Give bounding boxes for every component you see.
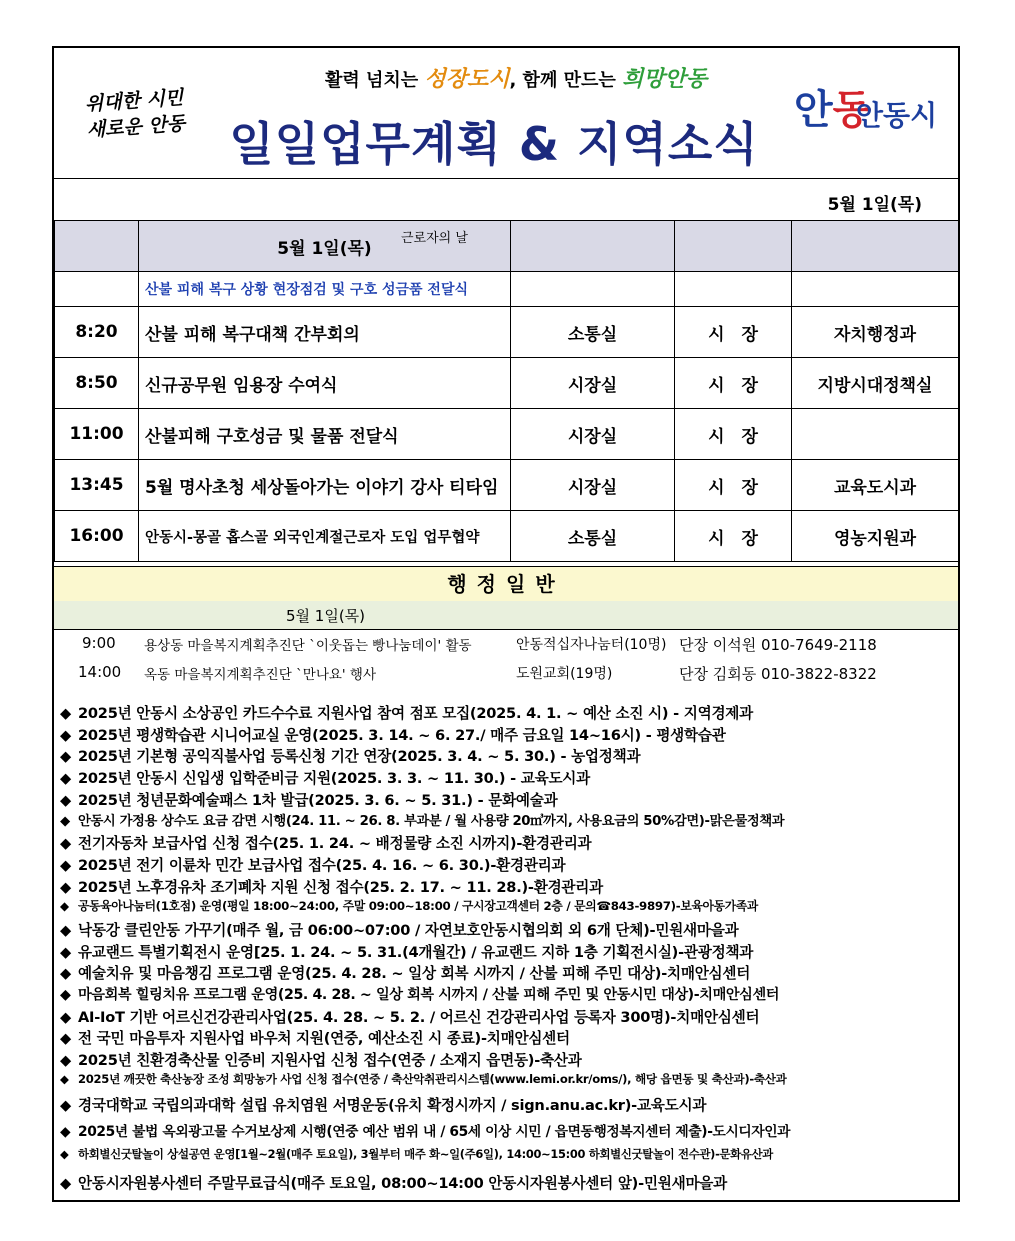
admin-place: 안동적십자나눔터(10명) xyxy=(516,637,667,653)
event-time: 11:00 xyxy=(55,409,139,460)
document-frame xyxy=(52,46,960,1202)
schedule-row xyxy=(55,358,959,409)
diamond-bullet-icon: ◆ xyxy=(60,1124,71,1141)
schedule-row xyxy=(55,460,959,511)
tagline-part-b: , 함께 만드는 xyxy=(509,70,623,91)
header-cell-time xyxy=(55,221,139,272)
notice-text: 안동시자원봉사센터 주말무료급식(매주 토요일, 08:00~14:00 안동시자원봉사센터 앞)-민원새마을과 xyxy=(78,1175,727,1193)
notice-text: 마음회복 힐링치유 프로그램 운영(25. 4. 28. ~ 일상 회복 시까지 / 산불 피해 주민 및 안동시민 대상)-치매안심센터 xyxy=(78,986,780,1003)
diamond-bullet-icon: ◆ xyxy=(60,986,71,1003)
diamond-bullet-icon: ◆ xyxy=(60,835,71,853)
schedule-row xyxy=(55,307,959,358)
event-department: 자치행정과 xyxy=(792,307,959,358)
tagline-part-a: 활력 넘치는 xyxy=(324,70,425,91)
event-title: 산불 피해 복구대책 간부회의 xyxy=(139,307,511,358)
schedule-table xyxy=(54,220,959,562)
event-department: 교육도시과 xyxy=(792,460,959,511)
diamond-bullet-icon: ◆ xyxy=(60,770,71,788)
notice-item xyxy=(60,832,958,854)
notice-text: 하회별신굿탈놀이 상설공연 운영[1월~2월(매주 토요일), 3월부터 매주 화~일(주6일), 14:00~15:00 하회별신굿탈놀이 전수관)-문화유산과 xyxy=(78,1147,774,1162)
notice-text: 전기자동차 보급사업 신청 접수(25. 1. 24. ~ 배정물량 소진 시까지)-환경관리과 xyxy=(78,835,592,853)
notice-text: 2025년 안동시 신입생 입학준비금 지원(2025. 3. 3. ~ 11. 30.) - 교육도시과 xyxy=(78,770,590,788)
notice-text: 2025년 노후경유차 조기폐차 지원 신청 접수(25. 2. 17. ~ 11. 28.)-환경관리과 xyxy=(78,878,603,896)
subtitle-empty-cell xyxy=(792,272,959,307)
admin-row xyxy=(54,659,958,687)
admin-desc: 옥동 마을복지계획추진단 `만나요' 행사 xyxy=(144,667,376,683)
notice-item xyxy=(60,745,958,767)
notice-item xyxy=(60,897,958,919)
logo-text: 안동시 xyxy=(856,99,938,132)
notice-item xyxy=(60,724,958,746)
subtitle-empty-cell xyxy=(675,272,792,307)
tagline-highlight-2: 희망안동 xyxy=(622,66,708,92)
notice-item xyxy=(60,984,958,1006)
diamond-bullet-icon: ◆ xyxy=(60,856,71,874)
diamond-bullet-icon: ◆ xyxy=(60,965,71,983)
city-slogan xyxy=(58,83,211,145)
header-cell-who xyxy=(675,221,792,272)
schedule-row xyxy=(55,511,959,562)
notice-text: 2025년 친환경축산물 인증비 지원사업 신청 접수(연중 / 소재지 읍면동)-축산과 xyxy=(78,1052,582,1069)
schedule-row xyxy=(55,409,959,460)
event-title: 5월 명사초청 세상돌아가는 이야기 강사 티타임 xyxy=(139,460,511,511)
diamond-bullet-icon: ◆ xyxy=(60,1052,71,1069)
header xyxy=(54,48,958,179)
diamond-bullet-icon: ◆ xyxy=(60,791,71,809)
event-time: 13:45 xyxy=(55,460,139,511)
event-place: 시장실 xyxy=(511,409,675,460)
event-place: 소통실 xyxy=(511,307,675,358)
admin-contact: 단장 김회동 010-3822-8322 xyxy=(679,665,877,683)
admin-row xyxy=(54,630,958,658)
event-attendee: 시 장 xyxy=(675,358,792,409)
admin-place: 도원교회(19명) xyxy=(516,666,613,682)
notice-text: 전 국민 마음투자 지원사업 바우처 지원(연중, 예산소진 시 종료)-치매안심센터 xyxy=(78,1030,570,1048)
header-cell-dept xyxy=(792,221,959,272)
event-place: 소통실 xyxy=(511,511,675,562)
event-place: 시장실 xyxy=(511,358,675,409)
subtitle-empty-cell xyxy=(511,272,675,307)
diamond-bullet-icon: ◆ xyxy=(60,726,71,744)
diamond-bullet-icon: ◆ xyxy=(60,1097,71,1115)
schedule-header-row xyxy=(55,221,959,272)
notice-text: 2025년 평생학습관 시니어교실 운영(2025. 3. 14. ~ 6. 27./ 매주 금요일 14~16시) - 평생학습관 xyxy=(78,726,726,744)
event-time: 8:20 xyxy=(55,307,139,358)
notice-text: 안동시 가정용 상수도 요금 감면 시행(24. 11. ~ 26. 8. 부과분 / 월 사용량 20㎥까지, 사용요금의 50%감면)-맑은물정책과 xyxy=(78,814,785,830)
notice-item xyxy=(60,1094,958,1118)
diamond-bullet-icon: ◆ xyxy=(60,705,71,722)
notice-item xyxy=(60,810,958,832)
notice-item xyxy=(60,1049,958,1071)
schedule-subtitle-row xyxy=(55,272,959,307)
event-attendee: 시 장 xyxy=(675,409,792,460)
holiday-label: 근로자의 날 xyxy=(401,231,468,246)
tagline-highlight-1: 성장도시 xyxy=(424,66,510,92)
event-time: 8:50 xyxy=(55,358,139,409)
admin-desc: 용상동 마을복지계획추진단 `이웃돕는 빵나눔데이' 활동 xyxy=(144,638,472,654)
notice-text: 2025년 기본형 공익직불사업 등록신청 기간 연장(2025. 3. 4. ~ 5. 30.) - 농업정책과 xyxy=(78,748,641,766)
notice-item xyxy=(60,962,958,984)
logo-mark-a: 안 xyxy=(794,87,833,133)
admin-date: 5월 1일(목) xyxy=(286,607,366,625)
admin-section-header: 행정일반 xyxy=(54,566,958,602)
header-cell-place xyxy=(511,221,675,272)
diamond-bullet-icon: ◆ xyxy=(60,943,71,961)
admin-time: 14:00 xyxy=(78,663,122,681)
notice-text: 낙동강 클린안동 가꾸기(매주 월, 금 06:00~07:00 / 자연보호안동시협의회 외 6개 단체)-민원새마을과 xyxy=(78,921,739,939)
notice-text: 예술치유 및 마음챙김 프로그램 운영(25. 4. 28. ~ 일상 회복 시까지 / 산불 피해 주민 대상)-치매안심센터 xyxy=(78,965,751,983)
diamond-bullet-icon: ◆ xyxy=(60,1175,71,1193)
notice-item xyxy=(60,1146,958,1170)
diamond-bullet-icon: ◆ xyxy=(60,921,71,939)
notice-text: 2025년 불법 옥외광고물 수거보상제 시행(연중 예산 범위 내 / 65세 이상 시민 / 읍면동행정복지센터 제출)-도시디자인과 xyxy=(78,1124,791,1141)
event-department: 지방시대정책실 xyxy=(792,358,959,409)
notice-text: 2025년 깨끗한 축산농장 조성 희망농가 사업 신청 접수(연중 / 축산악취관리시스템(www.lemi.or.kr/oms/), 해당 읍면동 및 축산과)-축산과 xyxy=(78,1071,787,1086)
notice-item xyxy=(60,941,958,963)
notice-item xyxy=(60,854,958,876)
notice-item xyxy=(60,767,958,789)
event-title: 안동시-몽골 홉스골 외국인계절근로자 도입 업무협약 xyxy=(139,511,511,562)
notice-item xyxy=(60,1027,958,1049)
notice-item xyxy=(60,702,958,724)
event-attendee: 시 장 xyxy=(675,307,792,358)
diamond-bullet-icon: ◆ xyxy=(60,1147,69,1162)
logo-mark-b: 동 xyxy=(832,87,872,133)
diamond-bullet-icon: ◆ xyxy=(60,814,70,830)
event-title: 신규공무원 임용장 수여식 xyxy=(139,358,511,409)
notice-item xyxy=(60,789,958,811)
schedule-subtitle: 산불 피해 복구 상황 현장점검 및 구호 성금품 전달식 xyxy=(139,272,511,307)
date-bar xyxy=(54,178,958,221)
event-attendee: 시 장 xyxy=(675,511,792,562)
notice-text: 경국대학교 국립의과대학 설립 유치염원 서명운동(유치 확정시까지 / sign.anu.ac.kr)-교육도시과 xyxy=(78,1097,707,1115)
current-date: 5월 1일(목) xyxy=(827,195,922,215)
notice-list xyxy=(60,702,958,1196)
header-cell-date xyxy=(139,221,511,272)
notice-item xyxy=(60,919,958,941)
notice-item xyxy=(60,1172,958,1196)
notice-item xyxy=(60,876,958,898)
diamond-bullet-icon: ◆ xyxy=(60,899,69,914)
diamond-bullet-icon: ◆ xyxy=(60,878,71,896)
notice-item xyxy=(60,1006,958,1028)
notice-item xyxy=(60,1120,958,1144)
slogan-line-2: 새로운 안동 xyxy=(86,112,186,142)
schedule-date: 5월 1일(목) xyxy=(277,238,372,259)
event-department: 영농지원과 xyxy=(792,511,959,562)
diamond-bullet-icon: ◆ xyxy=(60,1071,69,1086)
admin-contact: 단장 이석원 010-7649-2118 xyxy=(679,636,877,654)
event-attendee: 시 장 xyxy=(675,460,792,511)
admin-time: 9:00 xyxy=(82,634,116,652)
notice-item xyxy=(60,1071,958,1093)
notice-text: 2025년 안동시 소상공인 카드수수료 지원사업 참여 점포 모집(2025. 4. 1. ~ 예산 소진 시) - 지역경제과 xyxy=(78,705,753,722)
event-title: 산불피해 구호성금 및 물품 전달식 xyxy=(139,409,511,460)
tagline xyxy=(306,62,726,93)
slogan-line-1: 위대한 시민 xyxy=(84,86,184,116)
diamond-bullet-icon: ◆ xyxy=(60,1030,71,1048)
diamond-bullet-icon: ◆ xyxy=(60,1008,71,1026)
notice-text: 유교랜드 특별기획전시 운영[25. 1. 24. ~ 5. 31.(4개월간) / 유교랜드 지하 1층 기획전시실)-관광정책과 xyxy=(78,943,754,961)
event-department xyxy=(792,409,959,460)
diamond-bullet-icon: ◆ xyxy=(60,748,71,766)
subtitle-empty-cell xyxy=(55,272,139,307)
page-title: 일일업무계획 & 지역소식 xyxy=(229,117,759,171)
andong-logo xyxy=(794,86,954,136)
notice-text: 공동육아나눔터(1호점) 운영(평일 18:00~24:00, 주말 09:00~18:00 / 구시장고객센터 2층 / 문의☎843-9897)-보육아동가족과 xyxy=(78,899,759,914)
event-place: 시장실 xyxy=(511,460,675,511)
event-time: 16:00 xyxy=(55,511,139,562)
admin-date-bar xyxy=(54,601,958,630)
notice-text: AI-IoT 기반 어르신건강관리사업(25. 4. 28. ~ 5. 2. / 어르신 건강관리사업 등록자 300명)-치매안심센터 xyxy=(78,1008,760,1026)
notice-text: 2025년 전기 이륜차 민간 보급사업 접수(25. 4. 16. ~ 6. 30.)-환경관리과 xyxy=(78,856,566,874)
notice-text: 2025년 청년문화예술패스 1차 발급(2025. 3. 6. ~ 5. 31.) - 문화예술과 xyxy=(78,791,558,809)
